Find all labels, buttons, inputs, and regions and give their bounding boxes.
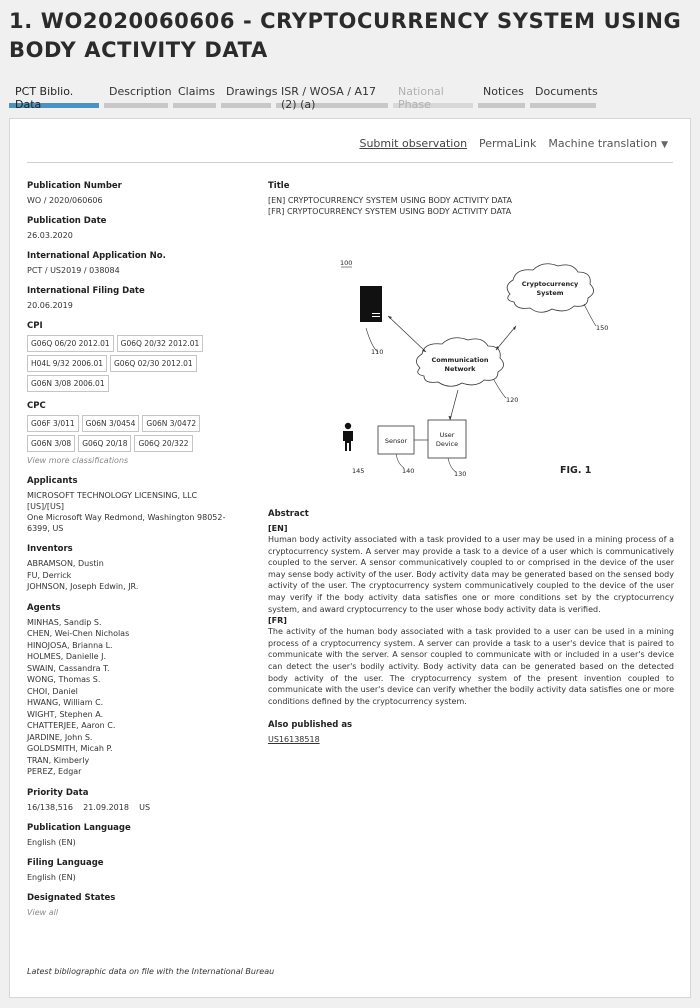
applicant-address: One Microsoft Way Redmond, Washington 98052-6399, US — [27, 513, 226, 533]
applicant-name: MICROSOFT TECHNOLOGY LICENSING, LLC — [27, 491, 198, 500]
field-label: Inventors — [27, 544, 73, 554]
tab-label: Description — [109, 85, 172, 98]
tab-label: Drawings — [226, 85, 278, 98]
field-label: Filing Language — [27, 857, 104, 868]
abstract-fr: The activity of the human body associated with a task provided to a user can be used in a mining process of a cryptocurrency system. A server can provide a task to a user's device that is paired to communicate with the server. A sensor coupled to communicate with or included in a user's device can detect the user's bodily activity. Body activity data can be generated based on the detected body activity of the user. The cryptocurrency system of the present invention coupled to communicate with the user's device can verify whether the bodily activity data satisfies one or more conditions defined by the cryptocurrency system. — [268, 627, 674, 706]
tab-label: Notices — [483, 85, 524, 98]
designated-states-field — [27, 892, 227, 918]
view-all-link[interactable]: View all — [27, 907, 59, 917]
fig-1-label: FIG. 1 — [560, 465, 592, 476]
application-number: PCT / US2019 / 038084 — [27, 266, 120, 275]
leader-line — [396, 454, 404, 468]
chevron-down-icon: ▼ — [661, 140, 668, 150]
tab-documents[interactable] — [530, 84, 596, 108]
also-published-label: Also published as — [268, 720, 353, 731]
user-device-box — [428, 420, 466, 458]
tab-notices[interactable] — [478, 84, 525, 108]
abstract-label: Abstract — [268, 509, 309, 519]
permalink-link[interactable]: PermaLink — [479, 137, 537, 150]
tab-label: Documents — [535, 85, 598, 98]
title-fr: [FR] CRYPTOCURRENCY SYSTEM USING BODY ACTIVITY DATA — [268, 207, 512, 216]
comm-label-1: Communication — [431, 356, 489, 364]
filing-date: 20.06.2019 — [27, 301, 73, 310]
field-label: International Filing Date — [27, 286, 145, 296]
field-label: Publication Language — [27, 822, 131, 833]
biblio-panel — [9, 118, 691, 998]
filing-language-field — [27, 857, 227, 883]
cpc-field — [27, 400, 227, 466]
agent-name: CHATTERJEE, Aaron C. — [27, 721, 116, 730]
cpc-chip[interactable]: G06N 3/0454 — [82, 415, 140, 432]
field-label: Publication Date — [27, 216, 107, 226]
agent-name: CHOI, Daniel — [27, 686, 78, 696]
priority-data: 16/138,516 21.09.2018 US — [27, 802, 151, 812]
field-label: Publication Number — [27, 181, 122, 191]
applicants-field — [27, 475, 227, 534]
ipc-chip[interactable]: G06Q 20/32 2012.01 — [117, 335, 204, 352]
tab-label: Claims — [178, 85, 215, 98]
inventor-name: ABRAMSON, Dustin — [27, 559, 104, 568]
abstract-en-tag: [EN] — [268, 524, 288, 533]
publication-date: 26.03.2020 — [27, 231, 73, 240]
biblio-left-column — [27, 180, 227, 927]
ref-130-label: 130 — [454, 470, 467, 478]
server-slot — [372, 316, 380, 317]
publication-date-field — [27, 215, 227, 241]
agent-name: TRAN, Kimberly — [27, 755, 90, 765]
abstract-section — [268, 508, 674, 745]
field-label: Applicants — [27, 476, 78, 486]
tab-label: ISR / WOSA / A17 (2) (a) — [281, 85, 377, 111]
title-en: [EN] CRYPTOCURRENCY SYSTEM USING BODY ACTIVITY DATA — [268, 196, 512, 205]
server-slot — [372, 313, 380, 314]
abstract-fr-tag: [FR] — [268, 616, 287, 626]
publication-number-field — [27, 180, 227, 206]
ipc-chip-list — [27, 335, 227, 392]
tab-label: National Phase — [398, 85, 444, 111]
person-body — [343, 431, 353, 451]
crypto-label-1: Cryptocurrency — [521, 280, 579, 288]
field-label: Designated States — [27, 892, 116, 903]
ref-150-label: 150 — [596, 324, 609, 332]
action-links — [359, 137, 668, 150]
agent-name: HWANG, William C. — [27, 698, 104, 707]
agent-name: WIGHT, Stephen A. — [27, 709, 104, 719]
cpc-chip-list — [27, 415, 227, 452]
cpc-chip[interactable]: G06Q 20/18 — [78, 435, 131, 452]
inventor-name: JOHNSON, Joseph Edwin, JR. — [27, 582, 139, 591]
filing-language: English (EN) — [27, 872, 76, 882]
field-label: International Application No. — [27, 251, 166, 261]
publication-number: WO / 2020/060606 — [27, 196, 103, 205]
inventors-field — [27, 543, 227, 593]
agent-name: HINOJOSA, Brianna L. — [27, 640, 113, 650]
cpc-chip[interactable]: G06N 3/08 — [27, 435, 75, 452]
tab-drawings[interactable] — [221, 84, 278, 108]
inventor-name: FU, Derrick — [27, 570, 72, 580]
abstract-en: Human body activity associated with a task provided to a user may be used in a mining process of a cryptocurrency system. A server may provide a task to a device of a user which is communicatively coupled to the server. A sensor communicatively coupled to or comprised in the device of the user may sense body activity of the user. Body activity data may be generated based on the sensed body activity of the user. The cryptocurrency system communicatively coupled to the device of the user may verify if the body activity data satisfies one or more conditions set by the cryptocurrency system, and award cryptocurrency to the user whose body activity data is verified. — [268, 535, 674, 614]
ipc-field — [27, 320, 227, 392]
field-label: CPI — [27, 321, 43, 331]
fig-1-diagram — [338, 256, 638, 486]
cpc-chip[interactable]: G06Q 20/322 — [134, 435, 192, 452]
user-device-label-1: User — [439, 431, 455, 439]
cpc-chip[interactable]: G06F 3/011 — [27, 415, 79, 432]
ref-120-label: 120 — [506, 396, 519, 404]
title-label: Title — [268, 181, 290, 191]
tab-bar — [9, 84, 598, 111]
sensor-label: Sensor — [384, 437, 408, 445]
agent-name: PEREZ, Edgar — [27, 767, 82, 776]
agent-list — [27, 617, 227, 778]
cryptocurrency-cloud — [507, 264, 593, 313]
ipc-chip[interactable]: G06Q 02/30 2012.01 — [110, 355, 197, 372]
ref-100-label: 100 — [340, 259, 353, 267]
ref-145-label: 145 — [352, 467, 365, 475]
tab-label: PCT Biblio. Data — [15, 85, 74, 111]
field-label: CPC — [27, 401, 46, 411]
submit-observation-link[interactable]: Submit observation — [359, 137, 468, 150]
patent-drawing — [338, 256, 638, 486]
tab-description[interactable] — [104, 84, 172, 108]
tab-isr-wosa[interactable] — [276, 84, 388, 111]
biblio-right-column — [268, 180, 674, 745]
publication-language-field — [27, 822, 227, 848]
agent-name: HOLMES, Danielle J. — [27, 652, 106, 661]
arrowhead — [388, 316, 392, 319]
network-device-link — [450, 390, 458, 420]
user-device-label-2: Device — [435, 440, 459, 448]
publication-language: English (EN) — [27, 837, 76, 847]
cpc-chip[interactable]: G06N 3/0472 — [142, 415, 200, 432]
arrowhead — [449, 416, 452, 420]
ipc-chip[interactable]: G06Q 06/20 2012.01 — [27, 335, 114, 352]
field-label: Agents — [27, 602, 61, 613]
divider — [27, 162, 673, 163]
ref-110-label: 110 — [371, 348, 384, 356]
leader-line — [584, 304, 596, 326]
agent-name: SWAIN, Cassandra T. — [27, 663, 110, 673]
ipc-chip[interactable]: G06N 3/08 2006.01 — [27, 375, 109, 392]
applicant-country: [US]/[US] — [27, 502, 65, 511]
tab-national-phase — [393, 84, 473, 111]
machine-translation-label: Machine translation — [548, 137, 658, 150]
tab-claims[interactable] — [173, 84, 216, 108]
person-icon — [345, 423, 351, 429]
spacer — [268, 707, 674, 719]
ref-140-label: 140 — [402, 467, 415, 475]
leader-line — [494, 380, 506, 398]
agents-field — [27, 602, 227, 778]
agent-name: MINHAS, Sandip S. — [27, 617, 102, 627]
field-label: Priority Data — [27, 787, 89, 798]
filing-date-field — [27, 285, 227, 311]
tab-pct-biblio-data[interactable] — [9, 84, 99, 111]
server-network-link — [388, 316, 426, 352]
view-more-classifications-link[interactable]: View more classifications — [27, 456, 129, 465]
footer-note: Latest bibliographic data on file with the International Bureau — [27, 967, 275, 976]
agent-name: WONG, Thomas S. — [27, 675, 101, 684]
ipc-chip[interactable]: H04L 9/32 2006.01 — [27, 355, 107, 372]
agent-name: CHEN, Wei-Chen Nicholas — [27, 629, 130, 638]
agent-name: GOLDSMITH, Micah P. — [27, 744, 113, 753]
page-title: 1. WO2020060606 - CRYPTOCURRENCY SYSTEM USING BODY ACTIVITY DATA — [9, 9, 682, 62]
network-crypto-link — [496, 326, 516, 350]
machine-translation-dropdown[interactable] — [548, 137, 668, 150]
crypto-label-2: System — [536, 289, 564, 297]
also-published-link[interactable]: US16138518 — [268, 735, 320, 745]
comm-label-2: Network — [444, 365, 476, 373]
inventor-list — [27, 558, 227, 593]
application-number-field — [27, 250, 227, 276]
priority-field — [27, 787, 227, 813]
agent-name: JARDINE, John S. — [27, 732, 93, 742]
